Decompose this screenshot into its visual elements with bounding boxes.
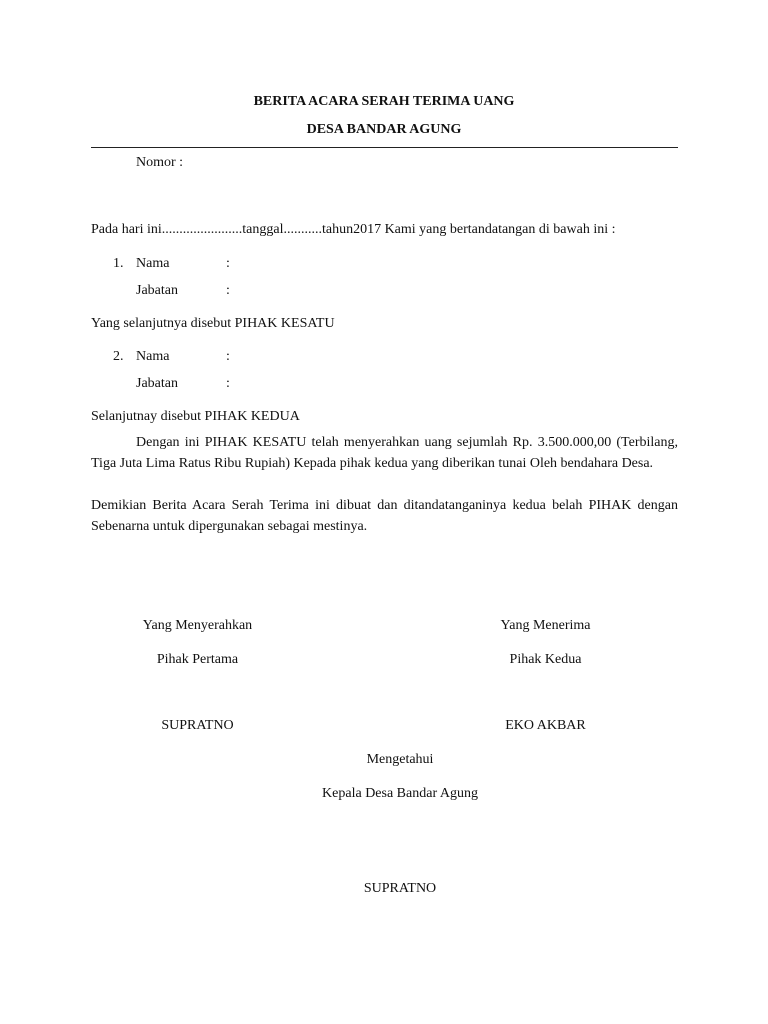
party2-position-label: Jabatan: [136, 376, 178, 391]
party2-number: 2.: [113, 349, 124, 364]
document-title: BERITA ACARA SERAH TERIMA UANG: [253, 94, 515, 109]
nomor-label: Nomor :: [136, 155, 184, 170]
opening-statement: Pada hari ini.......................tanggal...........tahun2017 Kami yang bertandatangan di bawah ini :: [91, 222, 616, 237]
header-divider: [91, 147, 678, 148]
right-signer-party: Pihak Kedua: [509, 652, 582, 667]
party1-name-label: Nama: [136, 256, 170, 271]
left-signer-party: Pihak Pertama: [156, 652, 239, 667]
party2-designation: Selanjutnay disebut PIHAK KEDUA: [91, 409, 300, 424]
left-signer-name: SUPRATNO: [161, 718, 234, 733]
acknowledge-label: Mengetahui: [366, 752, 434, 767]
right-signer-role: Yang Menerima: [500, 618, 591, 633]
acknowledge-title: Kepala Desa Bandar Agung: [322, 786, 478, 801]
acknowledge-signer-name: SUPRATNO: [363, 881, 437, 896]
body-paragraph-transfer: Dengan ini PIHAK KESATU telah menyerahkan uang sejumlah Rp. 3.500.000,00 (Terbilang, Tiga Juta Lima Ratus Ribu Rupiah) Kepada pihak kedua yang diberikan tunai Oleh bendahara Desa.: [91, 435, 678, 471]
party1-position-colon: :: [226, 283, 230, 298]
left-signer-role: Yang Menyerahkan: [142, 618, 253, 633]
party1-designation: Yang selanjutnya disebut PIHAK KESATU: [91, 316, 335, 331]
body-paragraph-closing: Demikian Berita Acara Serah Terima ini dibuat dan ditandatanganinya kedua belah PIHAK dengan Sebenarna untuk dipergunakan sebagai mestinya.: [91, 498, 678, 534]
party1-position-label: Jabatan: [136, 283, 178, 298]
party2-name-label: Nama: [136, 349, 170, 364]
party1-name-colon: :: [226, 256, 230, 271]
document-subtitle: DESA BANDAR AGUNG: [306, 122, 462, 137]
right-signer-name: EKO AKBAR: [505, 718, 586, 733]
party1-number: 1.: [113, 256, 124, 271]
party2-position-colon: :: [226, 376, 230, 391]
party2-name-colon: :: [226, 349, 230, 364]
